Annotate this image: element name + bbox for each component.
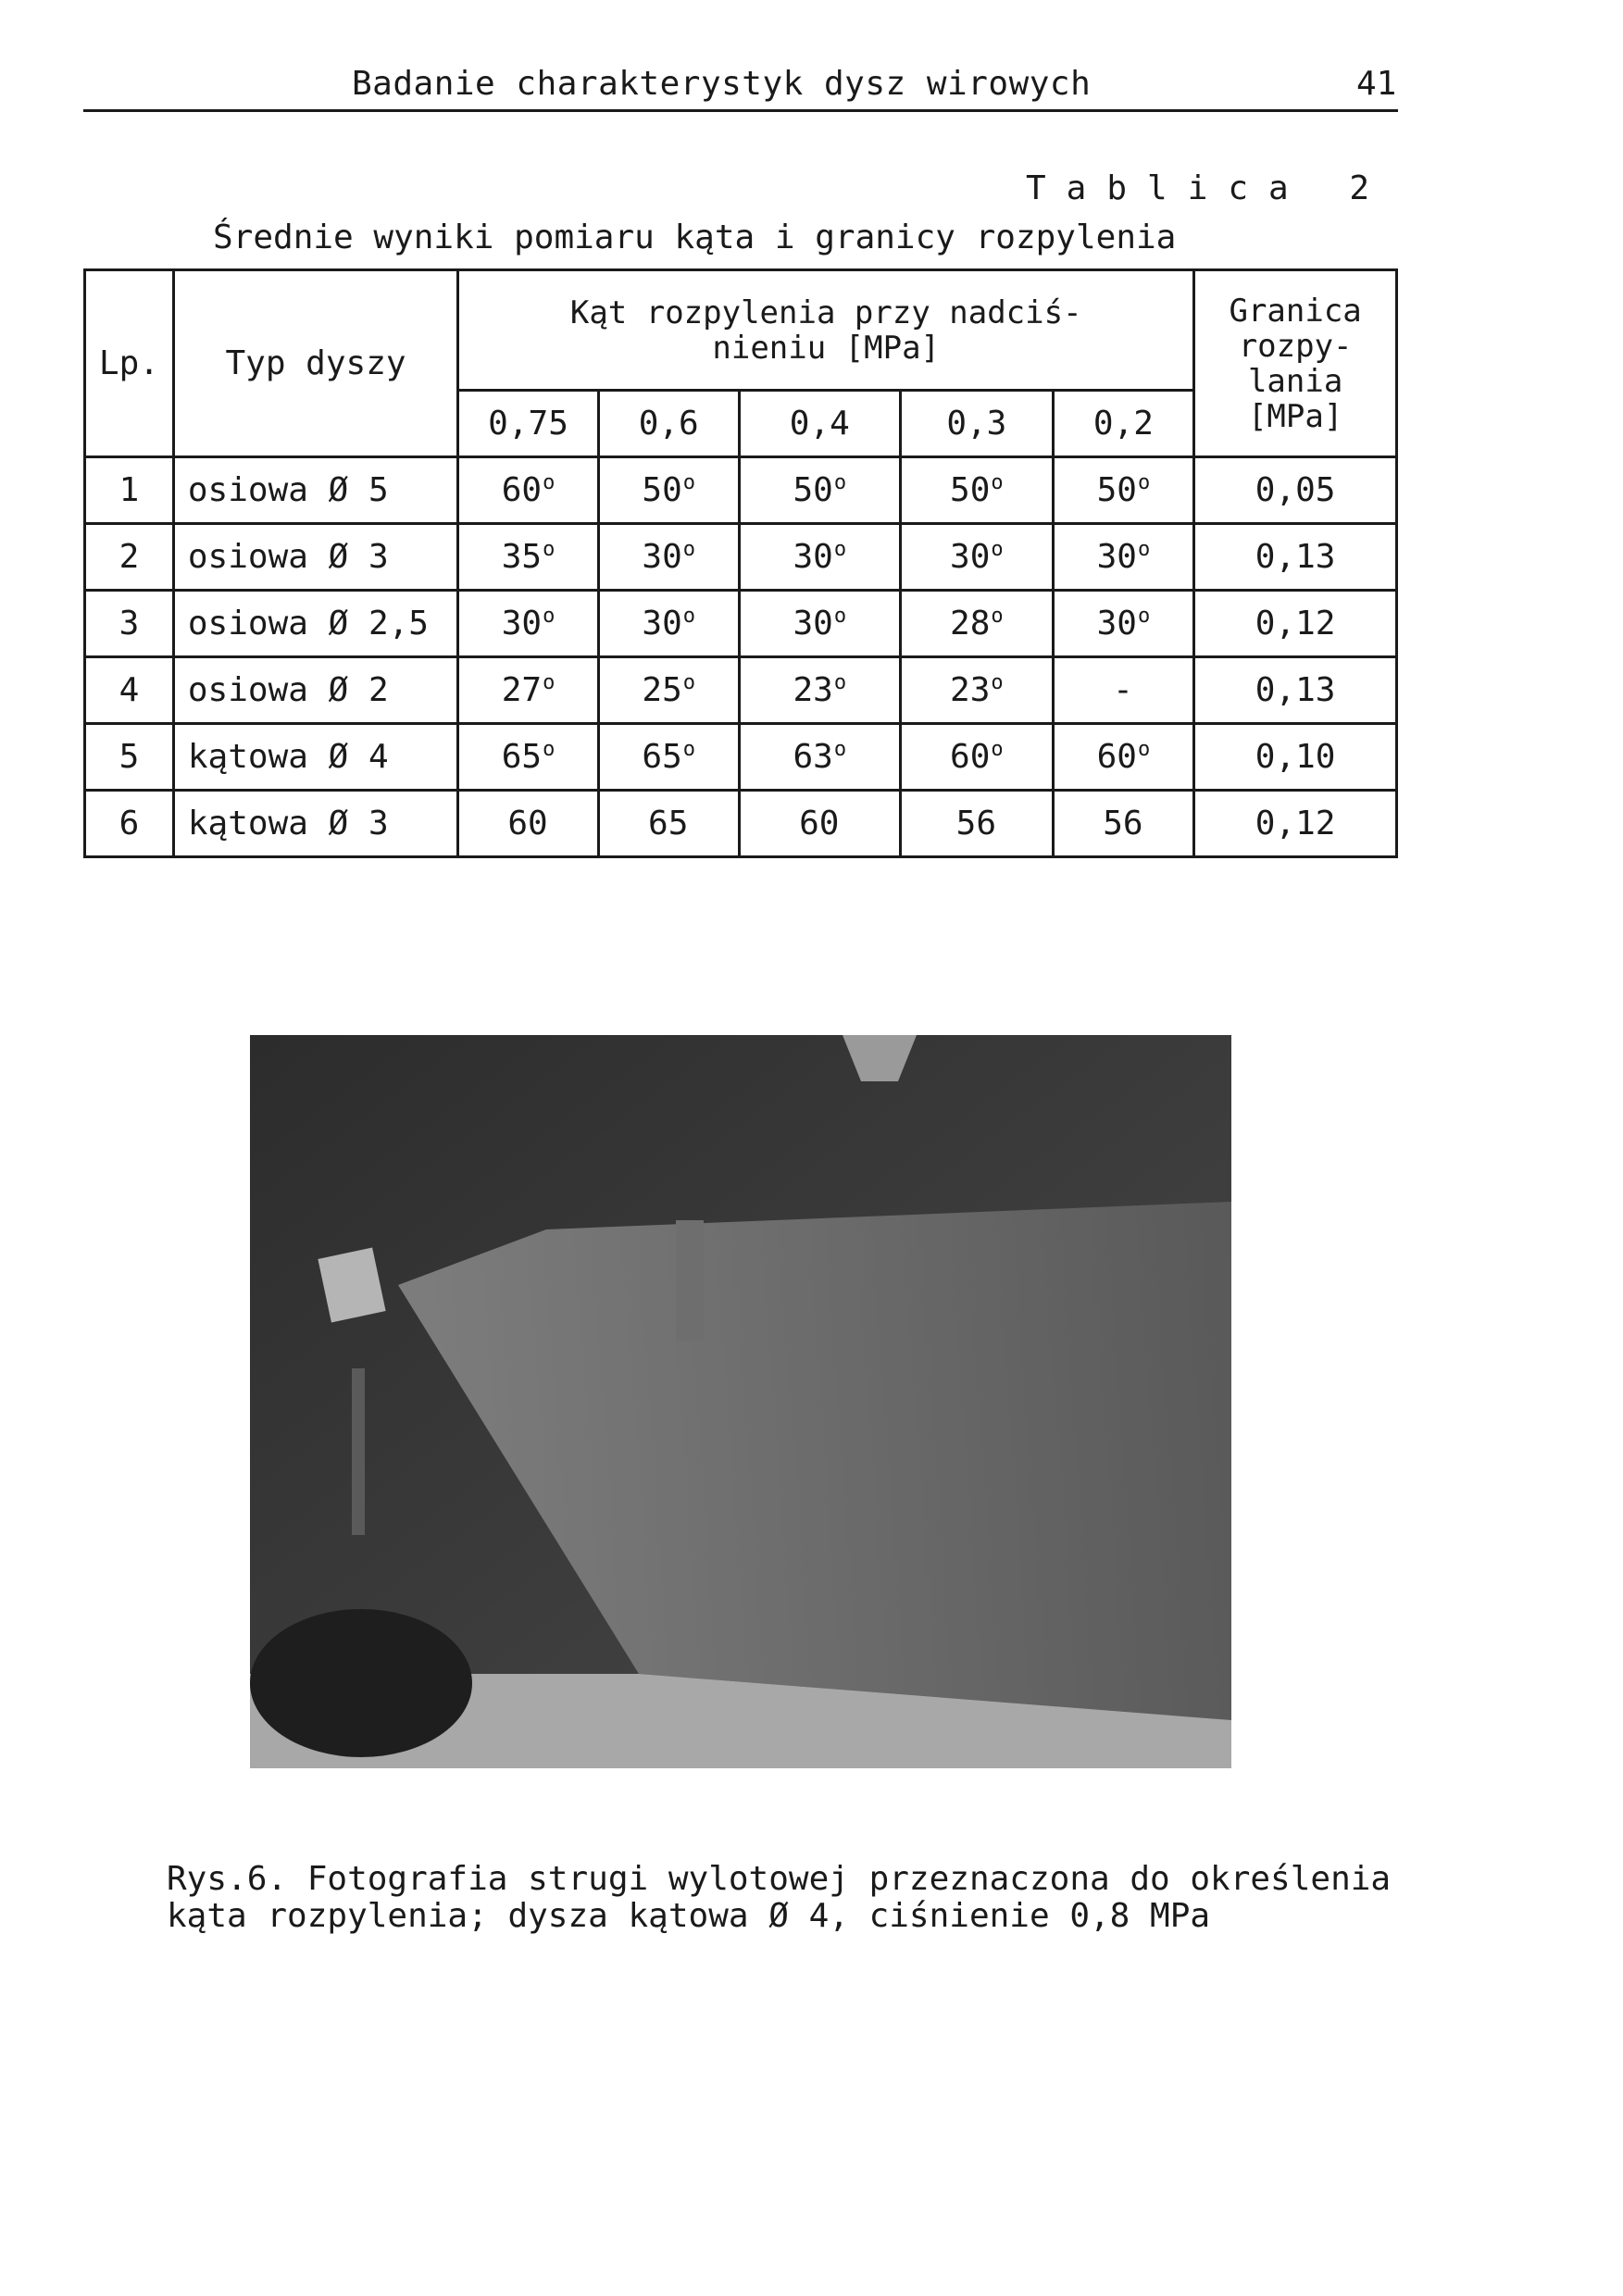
angle-cell (901, 657, 1054, 724)
table-row (85, 591, 1397, 657)
row-spray-limit: 0,12 (1194, 791, 1397, 857)
row-lp: 1 (85, 457, 174, 524)
results-table (83, 268, 1398, 858)
angle-value: 30 (1096, 538, 1137, 576)
angle-value: 30 (793, 538, 833, 576)
angle-cell (901, 791, 1054, 857)
degree-mark: o (543, 738, 556, 761)
degree-mark: o (682, 671, 695, 694)
angle-cell (1053, 791, 1194, 857)
table-row (85, 524, 1397, 591)
degree-mark: o (991, 605, 1004, 628)
figure-caption: Rys.6. Fotografia strugi wylotowej przeznaczona do określenia kąta rozpylenia; dysza kątowa Ø 4, ciśnienie 0,8 MPa (167, 1860, 1392, 1935)
angle-value: 65 (642, 738, 682, 776)
row-lp: 4 (85, 657, 174, 724)
pressure-header: 0,75 (458, 391, 599, 457)
angle-cell (458, 524, 599, 591)
spray-photograph (250, 1035, 1231, 1768)
angle-value: 30 (793, 605, 833, 643)
header-type: Typ dyszy (173, 270, 457, 457)
degree-mark: o (1137, 738, 1151, 761)
degree-mark: o (543, 671, 556, 694)
running-header-title: Badanie charakterystyk dysz wirowych (352, 65, 1092, 103)
angle-cell (598, 524, 739, 591)
angle-value: 60 (507, 805, 548, 842)
table-caption: Średnie wyniki pomiaru kąta i granicy rozpylenia (213, 218, 1177, 256)
degree-mark: o (543, 538, 556, 561)
table-label: Tablica 2 (1026, 169, 1391, 207)
header-limit-line3: lania (1247, 362, 1343, 400)
row-nozzle-type: osiowa Ø 5 (173, 457, 457, 524)
header-limit (1194, 270, 1397, 457)
angle-value: 63 (793, 738, 833, 776)
angle-cell (598, 591, 739, 657)
table-row (85, 724, 1397, 791)
angle-cell (739, 524, 901, 591)
angle-cell (739, 457, 901, 524)
row-lp: 5 (85, 724, 174, 791)
angle-value: 30 (501, 605, 543, 643)
degree-mark: o (682, 738, 695, 761)
angle-cell (901, 457, 1054, 524)
row-spray-limit: 0,13 (1194, 524, 1397, 591)
degree-mark: o (991, 538, 1004, 561)
angle-value: 65 (648, 805, 689, 842)
angle-value: 60 (950, 738, 991, 776)
header-limit-line4: [MPa] (1247, 397, 1343, 435)
angle-value: 60 (799, 805, 840, 842)
row-spray-limit: 0,13 (1194, 657, 1397, 724)
angle-cell (739, 791, 901, 857)
angle-cell (458, 724, 599, 791)
angle-value: 35 (501, 538, 543, 576)
angle-value: 30 (950, 538, 991, 576)
angle-value: 50 (642, 471, 682, 509)
page-number: 41 (1356, 65, 1397, 103)
degree-mark: o (1137, 538, 1151, 561)
angle-cell (1053, 724, 1194, 791)
row-nozzle-type: osiowa Ø 2 (173, 657, 457, 724)
table-row (85, 791, 1397, 857)
header-lp: Lp. (85, 270, 174, 457)
header-limit-line1: Granica (1229, 292, 1362, 330)
row-spray-limit: 0,05 (1194, 457, 1397, 524)
row-lp: 2 (85, 524, 174, 591)
degree-mark: o (991, 738, 1004, 761)
angle-value: - (1113, 671, 1133, 709)
degree-mark: o (991, 471, 1004, 494)
degree-mark: o (833, 671, 847, 694)
row-nozzle-type: kątowa Ø 3 (173, 791, 457, 857)
angle-cell (1053, 524, 1194, 591)
angle-value: 25 (642, 671, 682, 709)
angle-cell (458, 657, 599, 724)
angle-value: 50 (950, 471, 991, 509)
angle-cell (739, 591, 901, 657)
degree-mark: o (833, 605, 847, 628)
angle-cell (901, 524, 1054, 591)
angle-value: 65 (501, 738, 543, 776)
degree-mark: o (682, 538, 695, 561)
row-spray-limit: 0,10 (1194, 724, 1397, 791)
angle-cell (739, 657, 901, 724)
pressure-header: 0,3 (901, 391, 1054, 457)
pressure-header: 0,2 (1053, 391, 1194, 457)
angle-cell (598, 657, 739, 724)
angle-cell (598, 724, 739, 791)
angle-cell (901, 724, 1054, 791)
angle-cell (598, 457, 739, 524)
table-row (85, 457, 1397, 524)
degree-mark: o (1137, 605, 1151, 628)
angle-value: 60 (1096, 738, 1137, 776)
angle-cell (458, 791, 599, 857)
degree-mark: o (1137, 471, 1151, 494)
angle-value: 60 (501, 471, 543, 509)
angle-cell (458, 591, 599, 657)
degree-mark: o (833, 471, 847, 494)
angle-value: 27 (501, 671, 543, 709)
degree-mark: o (543, 471, 556, 494)
angle-cell (458, 457, 599, 524)
angle-value: 56 (1103, 805, 1143, 842)
degree-mark: o (682, 471, 695, 494)
pressure-header: 0,4 (739, 391, 901, 457)
angle-value: 23 (950, 671, 991, 709)
angle-value: 30 (642, 605, 682, 643)
degree-mark: o (543, 605, 556, 628)
spray-photo-image (250, 1035, 1231, 1768)
angle-value: 30 (642, 538, 682, 576)
degree-mark: o (833, 538, 847, 561)
angle-value: 23 (793, 671, 833, 709)
angle-cell (739, 724, 901, 791)
header-angle-line2: nieniu [MPa] (712, 329, 941, 367)
table-row (85, 657, 1397, 724)
angle-value: 50 (1096, 471, 1137, 509)
angle-value: 50 (793, 471, 833, 509)
row-nozzle-type: kątowa Ø 4 (173, 724, 457, 791)
angle-value: 28 (950, 605, 991, 643)
row-nozzle-type: osiowa Ø 2,5 (173, 591, 457, 657)
angle-cell (1053, 591, 1194, 657)
angle-cell (1053, 457, 1194, 524)
header-limit-line2: rozpy- (1238, 327, 1353, 365)
angle-cell (901, 591, 1054, 657)
header-angle-group (458, 270, 1194, 391)
header-angle-line1: Kąt rozpylenia przy nadciś- (569, 293, 1082, 331)
angle-cell (598, 791, 739, 857)
degree-mark: o (991, 671, 1004, 694)
row-spray-limit: 0,12 (1194, 591, 1397, 657)
row-nozzle-type: osiowa Ø 3 (173, 524, 457, 591)
angle-cell (1053, 657, 1194, 724)
header-divider (83, 109, 1398, 112)
angle-value: 56 (955, 805, 997, 842)
row-lp: 6 (85, 791, 174, 857)
degree-mark: o (682, 605, 695, 628)
pressure-header: 0,6 (598, 391, 739, 457)
angle-value: 30 (1096, 605, 1137, 643)
degree-mark: o (833, 738, 847, 761)
table-body (85, 457, 1397, 857)
row-lp: 3 (85, 591, 174, 657)
